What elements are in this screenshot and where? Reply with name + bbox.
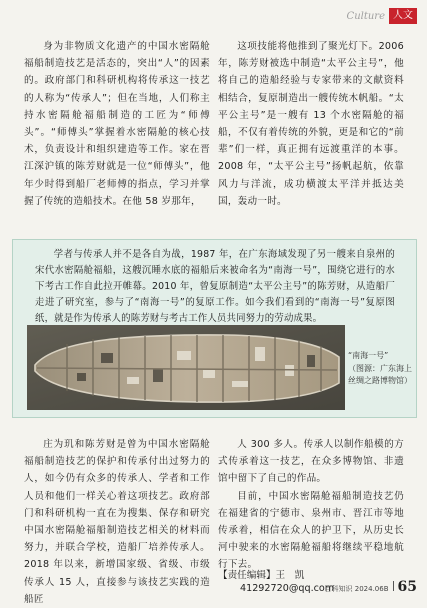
article-paragraph: 身为非物质文化遗产的中国水密隔舱福船制造技艺是活态的，突出“人”的因素的。政府部门和科研机构将传承这一技艺的人称为“传承人”；但在当地，人们称主持水密隔舱福船制造的工匠为“师傅头”。“师傅头”掌握着水密隔舱的核心技术，负责设计和组织建造等工作。家在晋江深沪镇的陈芳财就是一位“师傅头”，他年少时得到船厂老师傅的指点，学习并掌握了传统的造船技术。在他 58 岁那年， — [24, 41, 210, 207]
shipwreck-photo — [27, 325, 345, 410]
editor-email: 41292720@qq.com — [240, 583, 335, 594]
page-number: 65 — [397, 579, 417, 595]
article-column-3 — [24, 436, 210, 605]
callout-box — [12, 239, 417, 418]
magazine-issue: 百科知识 2024.06B — [324, 585, 389, 593]
article-paragraph: 庄为玑和陈芳财是曾为中国水密隔舱福船制造技艺的保护和传承付出过努力的人，如今仍有众多的传承人、学者和工作人员和他们一样关心着这项技艺。政府部门和科研机构一直在为搜集、保存和研究中国水密隔舱福船制造技艺相关的材料而努力，并联合学校，造船厂培养传承人。2018 年以来，新增国家级、省级、市级传承人 15 人，直接参与该技艺实践的造船匠 — [24, 439, 210, 605]
section-header — [347, 7, 417, 25]
editor-byline: 【责任编辑】王 凯 — [218, 570, 305, 581]
article-column-2 — [218, 38, 404, 245]
footer-divider — [393, 581, 394, 591]
article-column-1 — [24, 38, 210, 245]
article-paragraph: 目前，中国水密隔舱福船制造技艺仍在福建省的宁德市、泉州市、晋江市等地传承着，相信在众人的护卫下，从历史长河中驶来的水密隔舱福船将继续平稳地航行下去。 — [218, 490, 404, 571]
callout-text-block — [35, 247, 395, 327]
callout-paragraph: 学者与传承人并不是各自为战，1987 年，在广东海域发现了另一艘来自泉州的宋代水密隔舱福船，这艘沉睡水底的福船后来被命名为“南海一号”，围绕它进行的水下考古工作自此拉开帷幕。2010 年，曾复原制造“太平公主号”的陈芳财，从造船厂走进了研究室，参与了“南海一号”的复原工作。如今我们看到的“南海一号”复原图纸，就是作为传承人的陈芳财与考古工作人员共同努力的劳动成果。 — [35, 249, 395, 324]
page-footer — [325, 579, 417, 595]
figure-caption — [348, 350, 414, 388]
article-column-4 — [218, 436, 404, 571]
article-paragraph: 人 300 多人。传承人以制作船模的方式传承着这一技艺，在众多博物馆、非遗馆中留下了自己的作品。 — [218, 439, 404, 485]
caption-source: （图源：广东海上丝绸之路博物馆） — [348, 363, 412, 385]
section-label-english: Culture — [346, 10, 385, 22]
article-paragraph: 这项技能将他推到了聚光灯下。2006 年，陈芳财被选中制造“太平公主号”，他将自己的造船经验与专家带来的文献资料相结合，复原制造出一艘传统木帆船。“太平公主号”是一艘有 13 个水密隔舱的福船，不仅有着传统的外貌，更是和它的“前辈”们一样，真正拥有远渡重洋的本事。2008 年，“太平公主号”扬帆起航，依靠风力与洋流，成功横渡太平洋并抵达美国，轰动一时。 — [218, 41, 404, 207]
section-label-chinese: 人文 — [389, 8, 417, 24]
caption-title: “南海一号” — [348, 351, 389, 360]
